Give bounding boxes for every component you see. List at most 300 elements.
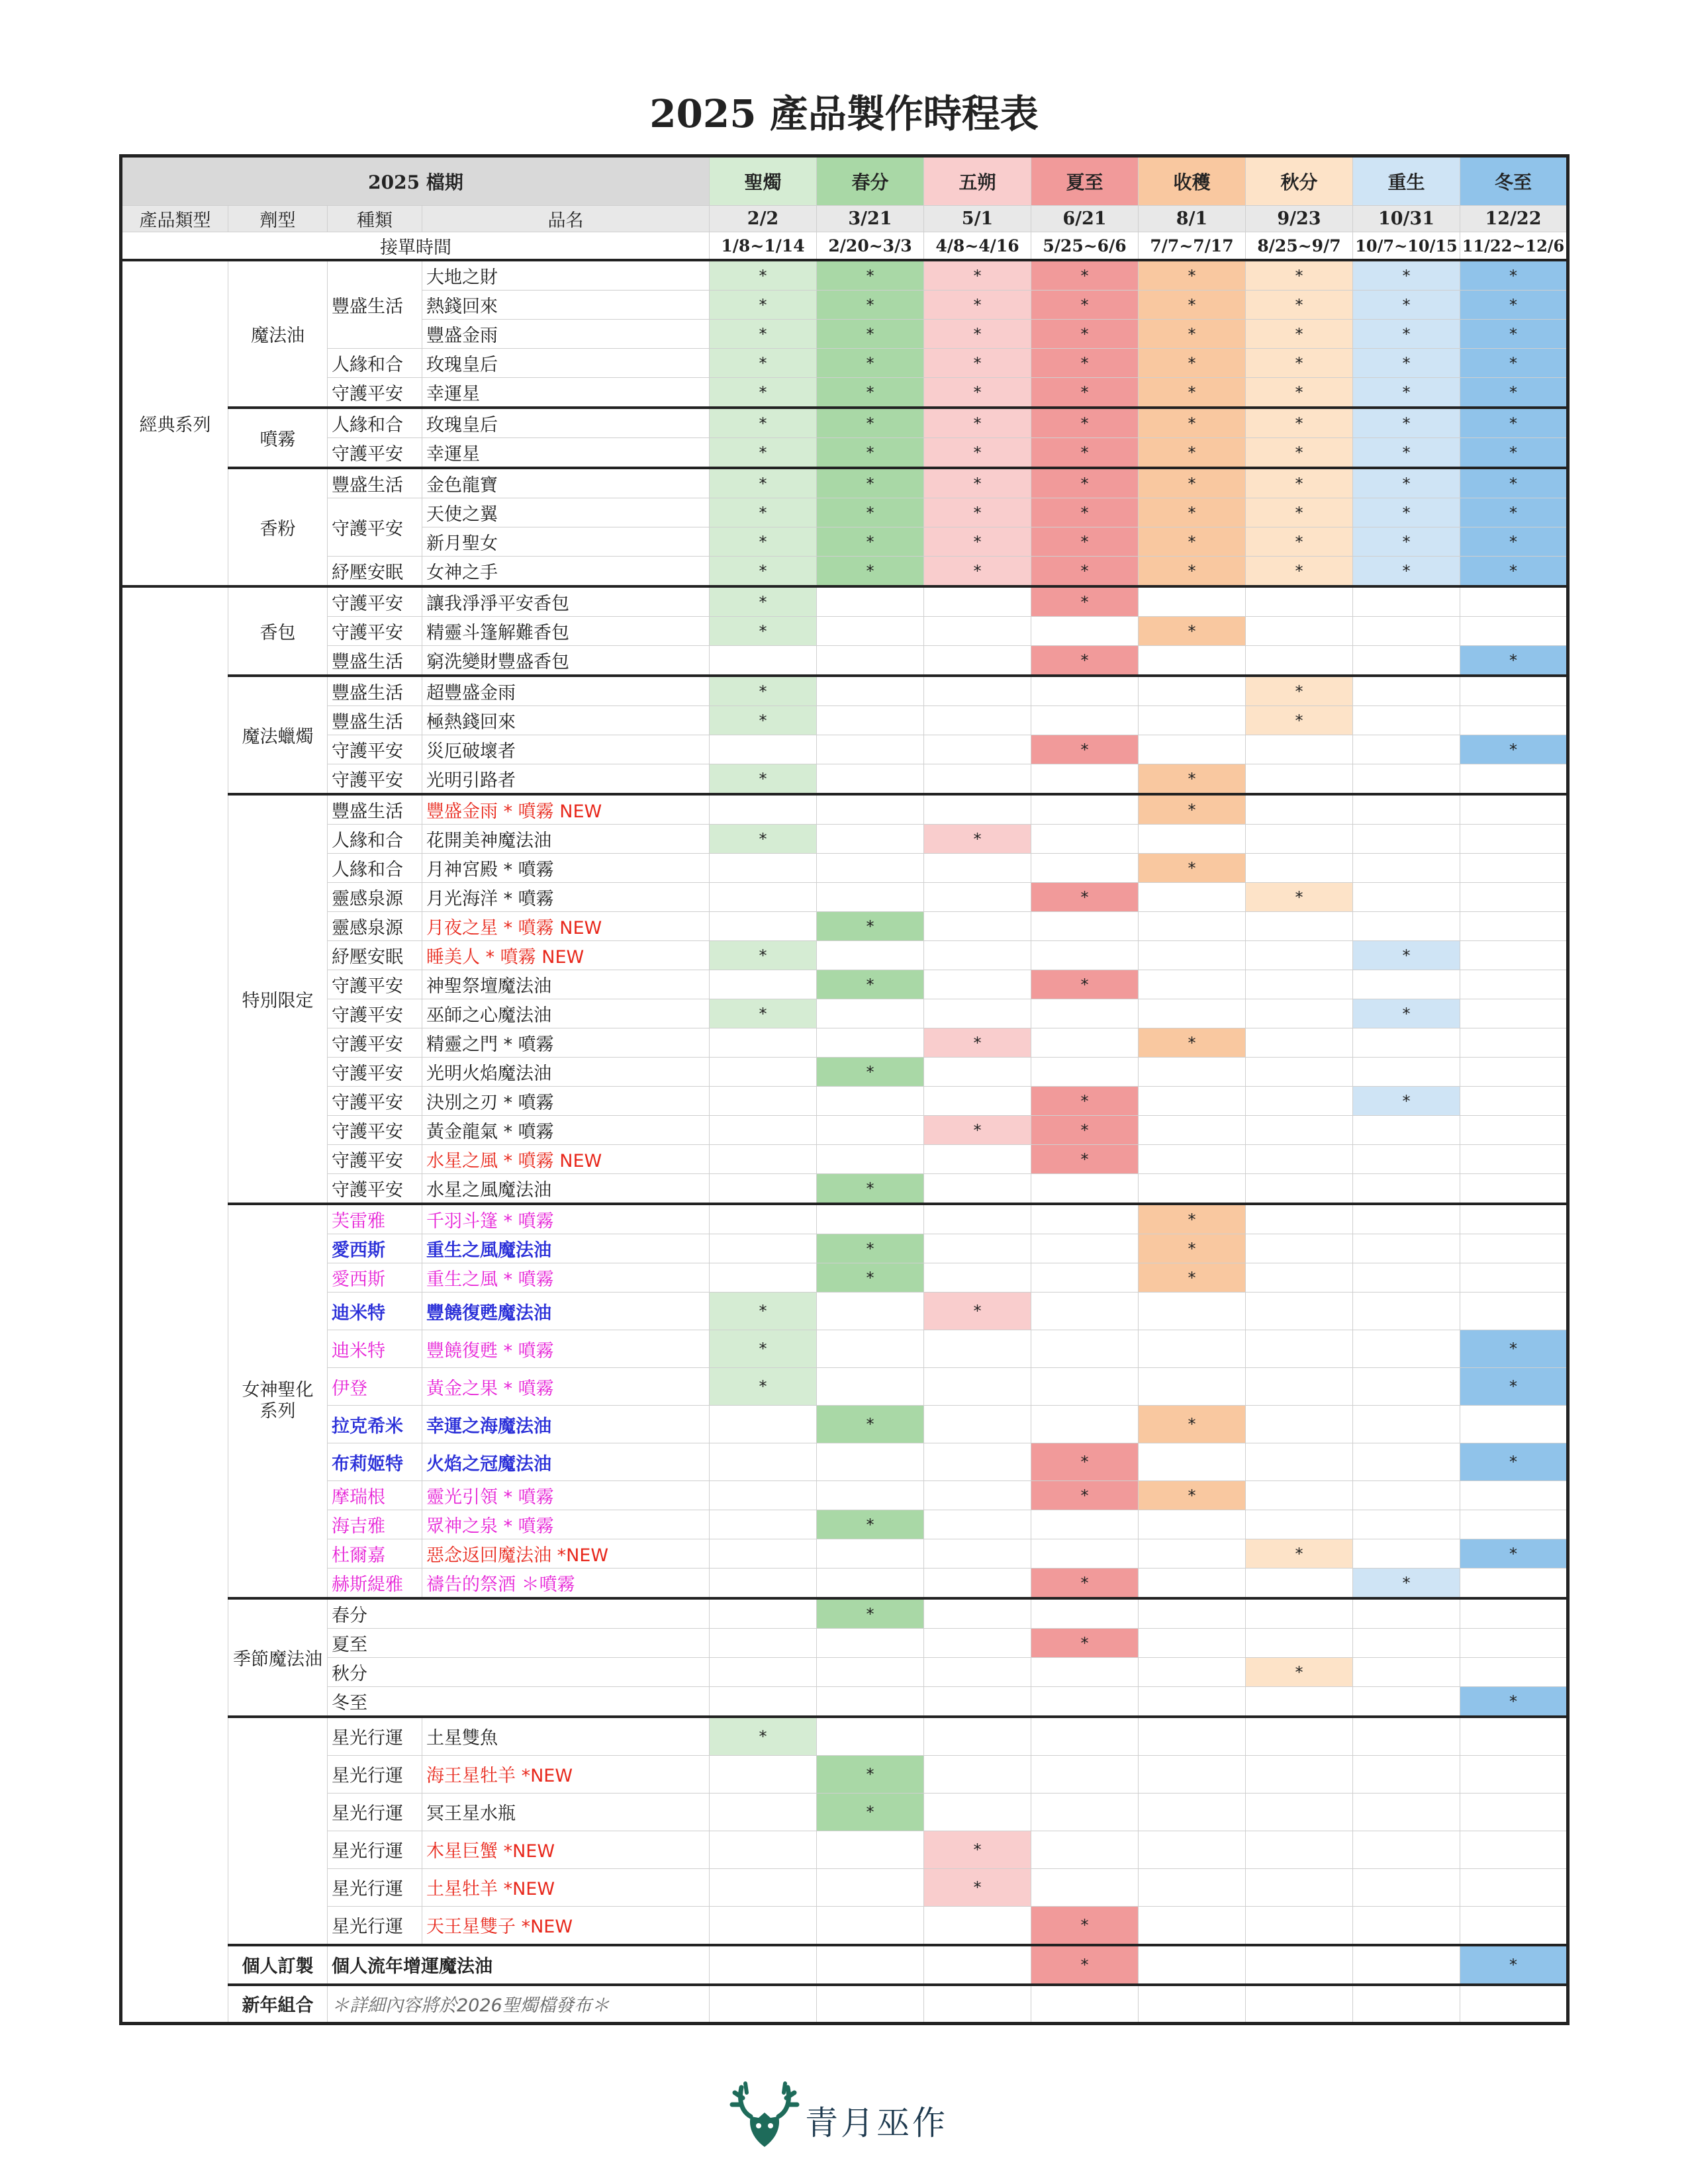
schedule-mark: * [924, 498, 1031, 527]
schedule-mark: * [1353, 378, 1460, 408]
page-title: 2025 產品製作時程表 [649, 91, 1039, 136]
schedule-mark: * [1353, 557, 1460, 587]
kind-cell: 星光行運 [328, 1906, 422, 1945]
table-row [121, 260, 1568, 291]
schedule-mark: * [1460, 1539, 1568, 1569]
order-window: 8/25~9/7 [1246, 232, 1353, 261]
product-name: 月神宮殿 * 噴霧 [422, 854, 710, 883]
product-name: 土星牡羊 *NEW [422, 1868, 710, 1906]
form-goddess: 女神聖化 系列 [228, 1204, 328, 1598]
kind-cell: 豐盛生活 [328, 260, 422, 349]
table-row [121, 1598, 1568, 1629]
schedule-mark: * [1246, 291, 1353, 320]
table-row [121, 1263, 1568, 1293]
schedule-mark: * [710, 706, 817, 735]
season-date: 12/22 [1460, 206, 1568, 232]
kind-cell: 星光行運 [328, 1831, 422, 1868]
table-row [121, 646, 1568, 676]
schedule-table [119, 154, 1570, 2025]
table-row [121, 1087, 1568, 1116]
product-name: 冥王星水瓶 [422, 1793, 710, 1831]
goddess-name: 芙雷雅 [328, 1204, 422, 1234]
schedule-mark: * [924, 408, 1031, 438]
product-name: 豐盛金雨 * 噴霧 NEW [422, 794, 710, 825]
schedule-mark: * [1139, 408, 1246, 438]
schedule-mark: * [1246, 1539, 1353, 1569]
schedule-mark: * [1139, 291, 1246, 320]
kind-cell: 人緣和合 [328, 854, 422, 883]
table-row [121, 1443, 1568, 1481]
deer-icon [728, 2078, 801, 2151]
product-name: 女神之手 [422, 557, 710, 587]
logo-text: 青月巫作 [805, 2104, 948, 2142]
kind-cell: 守護平安 [328, 1087, 422, 1116]
season-date: 5/1 [924, 206, 1031, 232]
schedule-mark: * [1246, 706, 1353, 735]
schedule-sheet [119, 154, 1566, 2025]
table-row [121, 1658, 1568, 1687]
table-row [121, 1028, 1568, 1058]
schedule-mark: * [924, 1028, 1031, 1058]
season-name: 收穫 [1139, 156, 1246, 206]
table-row [121, 586, 1568, 617]
schedule-mark: * [1031, 378, 1139, 408]
schedule-mark: * [817, 1793, 924, 1831]
product-name: 個人流年增運魔法油 [328, 1945, 710, 1985]
season-date: 2/2 [710, 206, 817, 232]
product-name: 決別之刃 * 噴霧 [422, 1087, 710, 1116]
schedule-mark: * [710, 586, 817, 617]
schedule-mark: * [710, 1717, 817, 1755]
product-name: 月夜之星 * 噴霧 NEW [422, 912, 710, 941]
kind-cell: 守護平安 [328, 1058, 422, 1087]
order-time-header: 接單時間 [121, 232, 710, 261]
table-row [121, 1831, 1568, 1868]
schedule-mark: * [817, 1263, 924, 1293]
product-name: 春分 [328, 1598, 710, 1629]
goddess-name: 杜爾嘉 [328, 1539, 422, 1569]
table-row [121, 1174, 1568, 1205]
kind-cell: 守護平安 [328, 586, 422, 617]
table-row [121, 1539, 1568, 1569]
kind-cell: 豐盛生活 [328, 794, 422, 825]
product-name: 玫瑰皇后 [422, 349, 710, 378]
schedule-mark: * [710, 676, 817, 706]
kind-cell: 星光行運 [328, 1717, 422, 1755]
schedule-mark: * [1246, 883, 1353, 912]
product-name: 豐盛金雨 [422, 320, 710, 349]
schedule-mark: * [710, 349, 817, 378]
kind-cell: 守護平安 [328, 1116, 422, 1145]
schedule-mark: * [1246, 557, 1353, 587]
kind-cell: 守護平安 [328, 999, 422, 1028]
kind-cell: 守護平安 [328, 764, 422, 795]
schedule-mark: * [1139, 527, 1246, 557]
kind-cell: 守護平安 [328, 1145, 422, 1174]
product-name: 窮洗變財豐盛香包 [422, 646, 710, 676]
schedule-mark: * [1246, 438, 1353, 469]
product-name: 眾神之泉 * 噴霧 [422, 1510, 710, 1539]
product-name: 黃金之果 * 噴霧 [422, 1368, 710, 1406]
newyear-note: ＊詳細內容將於2026聖燭檔發布＊ [328, 1985, 710, 2024]
product-name: 大地之財 [422, 260, 710, 291]
product-name: 新月聖女 [422, 527, 710, 557]
table-row [121, 617, 1568, 646]
schedule-mark: * [924, 291, 1031, 320]
schedule-mark: * [924, 260, 1031, 291]
header-date-row [121, 206, 1568, 232]
table-row [121, 1510, 1568, 1539]
schedule-mark: * [924, 1831, 1031, 1868]
schedule-mark: * [1031, 1443, 1139, 1481]
schedule-mark: * [1031, 970, 1139, 999]
schedule-mark: * [1139, 617, 1246, 646]
table-row [121, 1116, 1568, 1145]
schedule-mark: * [1031, 320, 1139, 349]
table-row [121, 1868, 1568, 1906]
schedule-mark: * [817, 378, 924, 408]
table-row [121, 794, 1568, 825]
table-row [121, 1406, 1568, 1443]
product-name: 精靈斗篷解難香包 [422, 617, 710, 646]
kind-cell: 星光行運 [328, 1755, 422, 1793]
table-row [121, 706, 1568, 735]
table-row [121, 941, 1568, 970]
season-name: 春分 [817, 156, 924, 206]
schedule-mark: * [817, 438, 924, 469]
product-name: 睡美人 * 噴霧 NEW [422, 941, 710, 970]
kind-cell: 守護平安 [328, 378, 422, 408]
col-type-header: 產品類型 [121, 206, 228, 232]
schedule-mark: * [1460, 1945, 1568, 1985]
schedule-mark: * [710, 498, 817, 527]
schedule-mark: * [1139, 498, 1246, 527]
kind-cell: 守護平安 [328, 1028, 422, 1058]
schedule-mark: * [1460, 320, 1568, 349]
schedule-mark: * [1139, 349, 1246, 378]
schedule-mark: * [924, 349, 1031, 378]
schedule-mark: * [1460, 1443, 1568, 1481]
table-row [121, 378, 1568, 408]
schedule-mark: * [1139, 557, 1246, 587]
product-name: 水星之風 * 噴霧 NEW [422, 1145, 710, 1174]
schedule-mark: * [924, 378, 1031, 408]
schedule-mark: * [1031, 468, 1139, 498]
kind-cell: 守護平安 [328, 617, 422, 646]
schedule-mark: * [1139, 378, 1246, 408]
schedule-mark: * [1460, 291, 1568, 320]
schedule-mark: * [817, 1174, 924, 1205]
schedule-mark: * [1031, 498, 1139, 527]
schedule-mark: * [1353, 349, 1460, 378]
form-seasonal-oil: 季節魔法油 [228, 1598, 328, 1717]
schedule-mark: * [1353, 1569, 1460, 1599]
table-row [121, 1793, 1568, 1831]
schedule-mark: * [1353, 438, 1460, 469]
schedule-mark: * [1460, 378, 1568, 408]
schedule-mark: * [710, 941, 817, 970]
schedule-mark: * [817, 468, 924, 498]
form-personal: 個人訂製 [228, 1945, 328, 1985]
product-name: 海王星牡羊 *NEW [422, 1755, 710, 1793]
schedule-mark: * [1460, 527, 1568, 557]
col-kind-header: 種類 [328, 206, 422, 232]
schedule-mark: * [710, 764, 817, 795]
schedule-mark: * [817, 1058, 924, 1087]
schedule-mark: * [1031, 291, 1139, 320]
schedule-mark: * [1246, 408, 1353, 438]
kind-cell: 守護平安 [328, 1174, 422, 1205]
schedule-mark: * [1139, 1263, 1246, 1293]
goddess-name: 赫斯緹雅 [328, 1569, 422, 1599]
kind-cell: 人緣和合 [328, 825, 422, 854]
table-row [121, 676, 1568, 706]
schedule-mark: * [710, 557, 817, 587]
table-row [121, 1569, 1568, 1599]
schedule-mark: * [1031, 646, 1139, 676]
product-name: 災厄破壞者 [422, 735, 710, 764]
schedule-mark: * [817, 557, 924, 587]
schedule-mark: * [710, 291, 817, 320]
schedule-mark: * [710, 320, 817, 349]
schedule-mark: * [1246, 260, 1353, 291]
kind-cell: 守護平安 [328, 438, 422, 469]
order-window: 11/22~12/6 [1460, 232, 1568, 261]
product-name: 幸運星 [422, 438, 710, 469]
schedule-mark: * [924, 468, 1031, 498]
product-name: 幸運星 [422, 378, 710, 408]
schedule-mark: * [817, 498, 924, 527]
product-name: 極熱錢回來 [422, 706, 710, 735]
schedule-mark: * [1460, 468, 1568, 498]
schedule-mark: * [1031, 586, 1139, 617]
product-name: 夏至 [328, 1629, 710, 1658]
schedule-mark: * [817, 1234, 924, 1263]
schedule-mark: * [1139, 1204, 1246, 1234]
product-name: 靈光引領 * 噴霧 [422, 1481, 710, 1510]
schedule-mark: * [710, 1293, 817, 1330]
form-magic-oil: 魔法油 [228, 260, 328, 408]
schedule-mark: * [1353, 999, 1460, 1028]
schedule-mark: * [817, 1755, 924, 1793]
season-date: 8/1 [1139, 206, 1246, 232]
schedule-mark: * [1460, 438, 1568, 469]
schedule-mark: * [1139, 260, 1246, 291]
order-window: 7/7~7/17 [1139, 232, 1246, 261]
schedule-mark: * [924, 1293, 1031, 1330]
schedule-mark: * [1139, 1481, 1246, 1510]
schedule-mark: * [817, 291, 924, 320]
schedule-mark: * [1246, 378, 1353, 408]
product-name: 玫瑰皇后 [422, 408, 710, 438]
schedule-mark: * [710, 1368, 817, 1406]
product-name: 金色龍寶 [422, 468, 710, 498]
kind-cell: 星光行運 [328, 1868, 422, 1906]
schedule-mark: * [1139, 1028, 1246, 1058]
schedule-mark: * [710, 468, 817, 498]
schedule-mark: * [817, 527, 924, 557]
season-date: 9/23 [1246, 206, 1353, 232]
product-name: 重生之風魔法油 [422, 1234, 710, 1263]
product-name: 秋分 [328, 1658, 710, 1687]
table-row [121, 1687, 1568, 1717]
table-row [121, 1204, 1568, 1234]
schedule-mark: * [1353, 527, 1460, 557]
season-name: 秋分 [1246, 156, 1353, 206]
table-row [121, 999, 1568, 1028]
schedule-mark: * [1031, 1629, 1139, 1658]
table-row [121, 883, 1568, 912]
product-name: 惡念返回魔法油 *NEW [422, 1539, 710, 1569]
product-name: 天使之翼 [422, 498, 710, 527]
schedule-mark: * [1031, 557, 1139, 587]
schedule-mark: * [924, 438, 1031, 469]
kind-cell: 紓壓安眠 [328, 557, 422, 587]
table-row [121, 764, 1568, 795]
goddess-name: 拉克希米 [328, 1406, 422, 1443]
table-row [121, 912, 1568, 941]
schedule-mark: * [1139, 794, 1246, 825]
table-row [121, 1058, 1568, 1087]
kind-cell: 守護平安 [328, 498, 422, 557]
schedule-mark: * [1031, 735, 1139, 764]
schedule-mark: * [1246, 468, 1353, 498]
product-name: 讓我淨淨平安香包 [422, 586, 710, 617]
kind-cell: 豐盛生活 [328, 676, 422, 706]
schedule-mark: * [1353, 498, 1460, 527]
schedule-mark: * [817, 1510, 924, 1539]
table-row [121, 349, 1568, 378]
season-date: 3/21 [817, 206, 924, 232]
schedule-mark: * [1246, 320, 1353, 349]
product-name: 豐饒復甦魔法油 [422, 1293, 710, 1330]
schedule-mark: * [710, 999, 817, 1028]
schedule-mark: * [1246, 349, 1353, 378]
product-name: 光明引路者 [422, 764, 710, 795]
product-name: 月光海洋 * 噴霧 [422, 883, 710, 912]
schedule-mark: * [1139, 438, 1246, 469]
schedule-mark: * [1353, 408, 1460, 438]
schedule-mark: * [924, 320, 1031, 349]
order-window: 4/8~4/16 [924, 232, 1031, 261]
kind-cell: 守護平安 [328, 735, 422, 764]
table-row [121, 1755, 1568, 1793]
period-label: 2025 檔期 [121, 156, 710, 206]
schedule-mark: * [1353, 468, 1460, 498]
schedule-mark: * [1353, 941, 1460, 970]
schedule-mark: * [817, 912, 924, 941]
schedule-mark: * [817, 1598, 924, 1629]
schedule-mark: * [1031, 349, 1139, 378]
kind-cell: 豐盛生活 [328, 646, 422, 676]
form-spray: 噴霧 [228, 408, 328, 468]
schedule-mark: * [1460, 1368, 1568, 1406]
table-row [121, 1234, 1568, 1263]
schedule-mark: * [1460, 735, 1568, 764]
schedule-mark: * [1031, 1116, 1139, 1145]
schedule-mark: * [817, 349, 924, 378]
schedule-mark: * [1139, 764, 1246, 795]
schedule-mark: * [710, 260, 817, 291]
schedule-mark: * [710, 1330, 817, 1368]
order-window: 2/20~3/3 [817, 232, 924, 261]
product-name: 木星巨蟹 *NEW [422, 1831, 710, 1868]
schedule-mark: * [1139, 854, 1246, 883]
col-name-header: 品名 [422, 206, 710, 232]
table-row [121, 1293, 1568, 1330]
kind-cell: 豐盛生活 [328, 706, 422, 735]
product-name: 天王星雙子 *NEW [422, 1906, 710, 1945]
schedule-mark: * [1353, 260, 1460, 291]
product-name: 豐饒復甦 * 噴霧 [422, 1330, 710, 1368]
schedule-mark: * [817, 260, 924, 291]
product-name: 重生之風 * 噴霧 [422, 1263, 710, 1293]
goddess-name: 愛西斯 [328, 1234, 422, 1263]
schedule-mark: * [924, 825, 1031, 854]
col-form-header: 劑型 [228, 206, 328, 232]
schedule-mark: * [924, 527, 1031, 557]
schedule-mark: * [1460, 557, 1568, 587]
form-newyear: 新年組合 [228, 1985, 328, 2024]
table-row [121, 735, 1568, 764]
kind-cell: 人緣和合 [328, 408, 422, 438]
form-star-empty [228, 1717, 328, 1945]
schedule-mark: * [817, 408, 924, 438]
season-name: 五朔 [924, 156, 1031, 206]
season-name: 夏至 [1031, 156, 1139, 206]
season-name: 冬至 [1460, 156, 1568, 206]
product-name: 超豐盛金雨 [422, 676, 710, 706]
schedule-mark: * [1139, 1234, 1246, 1263]
schedule-mark: * [1031, 1945, 1139, 1985]
goddess-name: 摩瑞根 [328, 1481, 422, 1510]
kind-cell: 人緣和合 [328, 349, 422, 378]
schedule-mark: * [1031, 260, 1139, 291]
brand-logo [728, 2078, 966, 2151]
form-sachet: 香包 [228, 586, 328, 676]
schedule-mark: * [1031, 1087, 1139, 1116]
product-name: 光明火焰魔法油 [422, 1058, 710, 1087]
schedule-mark: * [1353, 291, 1460, 320]
goddess-name: 迪米特 [328, 1330, 422, 1368]
schedule-mark: * [1460, 1330, 1568, 1368]
schedule-mark: * [1139, 1406, 1246, 1443]
product-name: 禱告的祭酒 ＊噴霧 [422, 1569, 710, 1599]
schedule-mark: * [817, 970, 924, 999]
schedule-mark: * [1460, 260, 1568, 291]
table-row [121, 557, 1568, 587]
schedule-mark: * [1031, 1481, 1139, 1510]
schedule-mark: * [710, 438, 817, 469]
schedule-mark: * [1031, 527, 1139, 557]
schedule-mark: * [1246, 676, 1353, 706]
group-other [121, 586, 228, 2023]
kind-cell: 豐盛生活 [328, 468, 422, 498]
goddess-name: 海吉雅 [328, 1510, 422, 1539]
order-window: 1/8~1/14 [710, 232, 817, 261]
product-name: 水星之風魔法油 [422, 1174, 710, 1205]
goddess-name: 布莉姬特 [328, 1443, 422, 1481]
schedule-mark: * [1031, 438, 1139, 469]
schedule-mark: * [710, 617, 817, 646]
schedule-mark: * [1139, 320, 1246, 349]
schedule-mark: * [1460, 408, 1568, 438]
schedule-mark: * [1031, 1145, 1139, 1174]
table-row [121, 1945, 1568, 1985]
product-name: 冬至 [328, 1687, 710, 1717]
schedule-mark: * [710, 408, 817, 438]
kind-cell: 靈感泉源 [328, 883, 422, 912]
